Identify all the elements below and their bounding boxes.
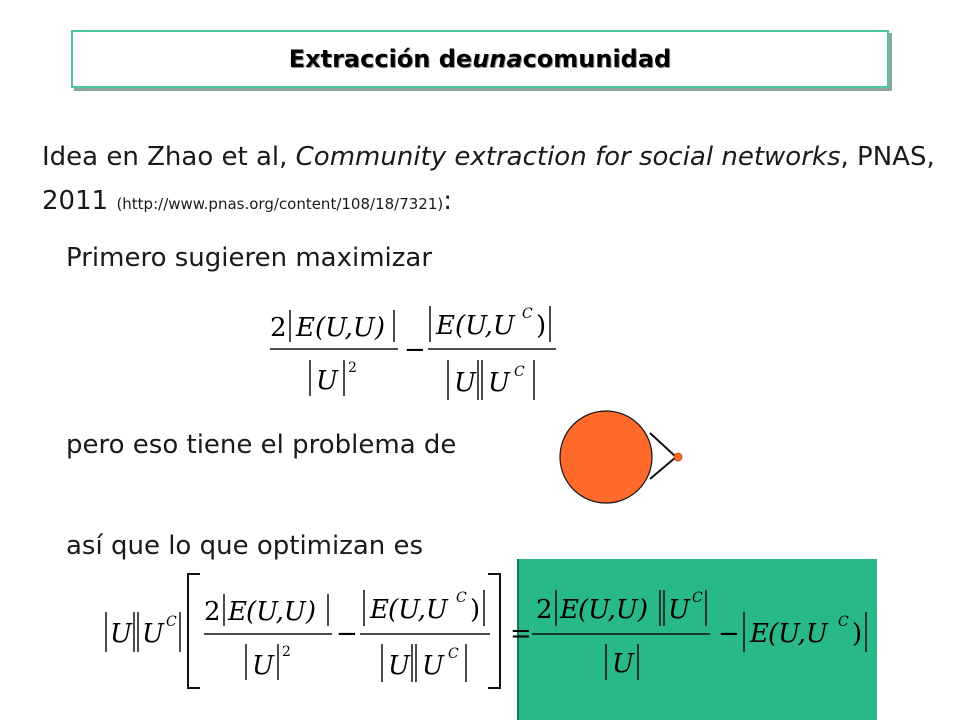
f2-sup5: C	[838, 614, 849, 630]
f1-den2b: U	[488, 368, 510, 398]
f1-den2a: U	[454, 368, 476, 398]
f1-sup1: C	[522, 306, 533, 322]
formula-1	[268, 296, 568, 410]
intro-part1: Idea en Zhao et al,	[42, 142, 296, 172]
f2-args4: (U,U	[768, 619, 828, 649]
f1-two: 2	[270, 313, 287, 343]
intro-url: (http://www.pnas.org/content/108/18/7321)	[116, 195, 444, 213]
greater-than-sign	[650, 433, 676, 479]
f1-num1: E(U,U)	[296, 313, 385, 343]
f2-minus2: −	[718, 619, 740, 649]
f2-args3: (U,U)	[578, 595, 648, 625]
line-so: así que lo que optimizan es	[66, 531, 424, 561]
f2-exp: 2	[282, 644, 291, 660]
f2-lhs-a: U	[110, 619, 132, 649]
title-post: comunidad	[522, 45, 672, 73]
f2-sup4: C	[692, 590, 703, 606]
formula-2	[100, 570, 880, 704]
f2-den2b: U	[422, 651, 444, 681]
f2-equals: =	[510, 619, 532, 649]
title-pre: Extracción de	[288, 45, 473, 73]
f2-E4: E	[750, 619, 769, 649]
f2-close-paren1: )	[470, 595, 481, 625]
f2-E2: E	[370, 595, 389, 625]
f2-lhs-b: U	[142, 619, 164, 649]
small-dot	[674, 453, 682, 461]
community-illustration	[558, 405, 688, 515]
title-box	[71, 30, 889, 88]
f2-E3: E	[560, 595, 579, 625]
line-first: Primero sugieren maximizar	[66, 243, 433, 273]
title-emph: una	[472, 45, 523, 73]
slide-title	[73, 32, 887, 86]
intro-paper-title: Community extraction for social networks	[295, 142, 841, 172]
f1-exp: 2	[348, 360, 357, 376]
f2-U-r: U	[668, 595, 690, 625]
f1-den1: U	[316, 366, 338, 396]
intro-part2: , PNAS, 2011	[42, 142, 935, 216]
f2-den-r: U	[612, 649, 634, 679]
f2-sup-lhs: C	[166, 614, 177, 630]
intro-colon: :	[443, 186, 452, 216]
f1-minus: −	[404, 335, 426, 365]
f2-den2a: U	[388, 651, 410, 681]
f1-sup2: C	[514, 364, 525, 380]
f2-two-r: 2	[536, 595, 553, 625]
intro-paragraph	[42, 135, 942, 226]
f2-args1: (U,U)	[246, 597, 316, 627]
f1-num2: E(U,U	[436, 311, 515, 341]
big-circle	[560, 411, 652, 503]
f2-close-paren2: )	[852, 619, 863, 649]
f2-E1: E	[228, 597, 247, 627]
f2-den1: U	[252, 651, 274, 681]
line-problem: pero eso tiene el problema de	[66, 430, 457, 460]
f2-args2: (U,U	[388, 595, 448, 625]
f2-sup2: C	[456, 590, 467, 606]
f2-sup3: C	[448, 646, 459, 662]
f1-close-paren: )	[536, 311, 547, 341]
f2-minus1: −	[336, 619, 358, 649]
f2-two: 2	[204, 597, 221, 627]
